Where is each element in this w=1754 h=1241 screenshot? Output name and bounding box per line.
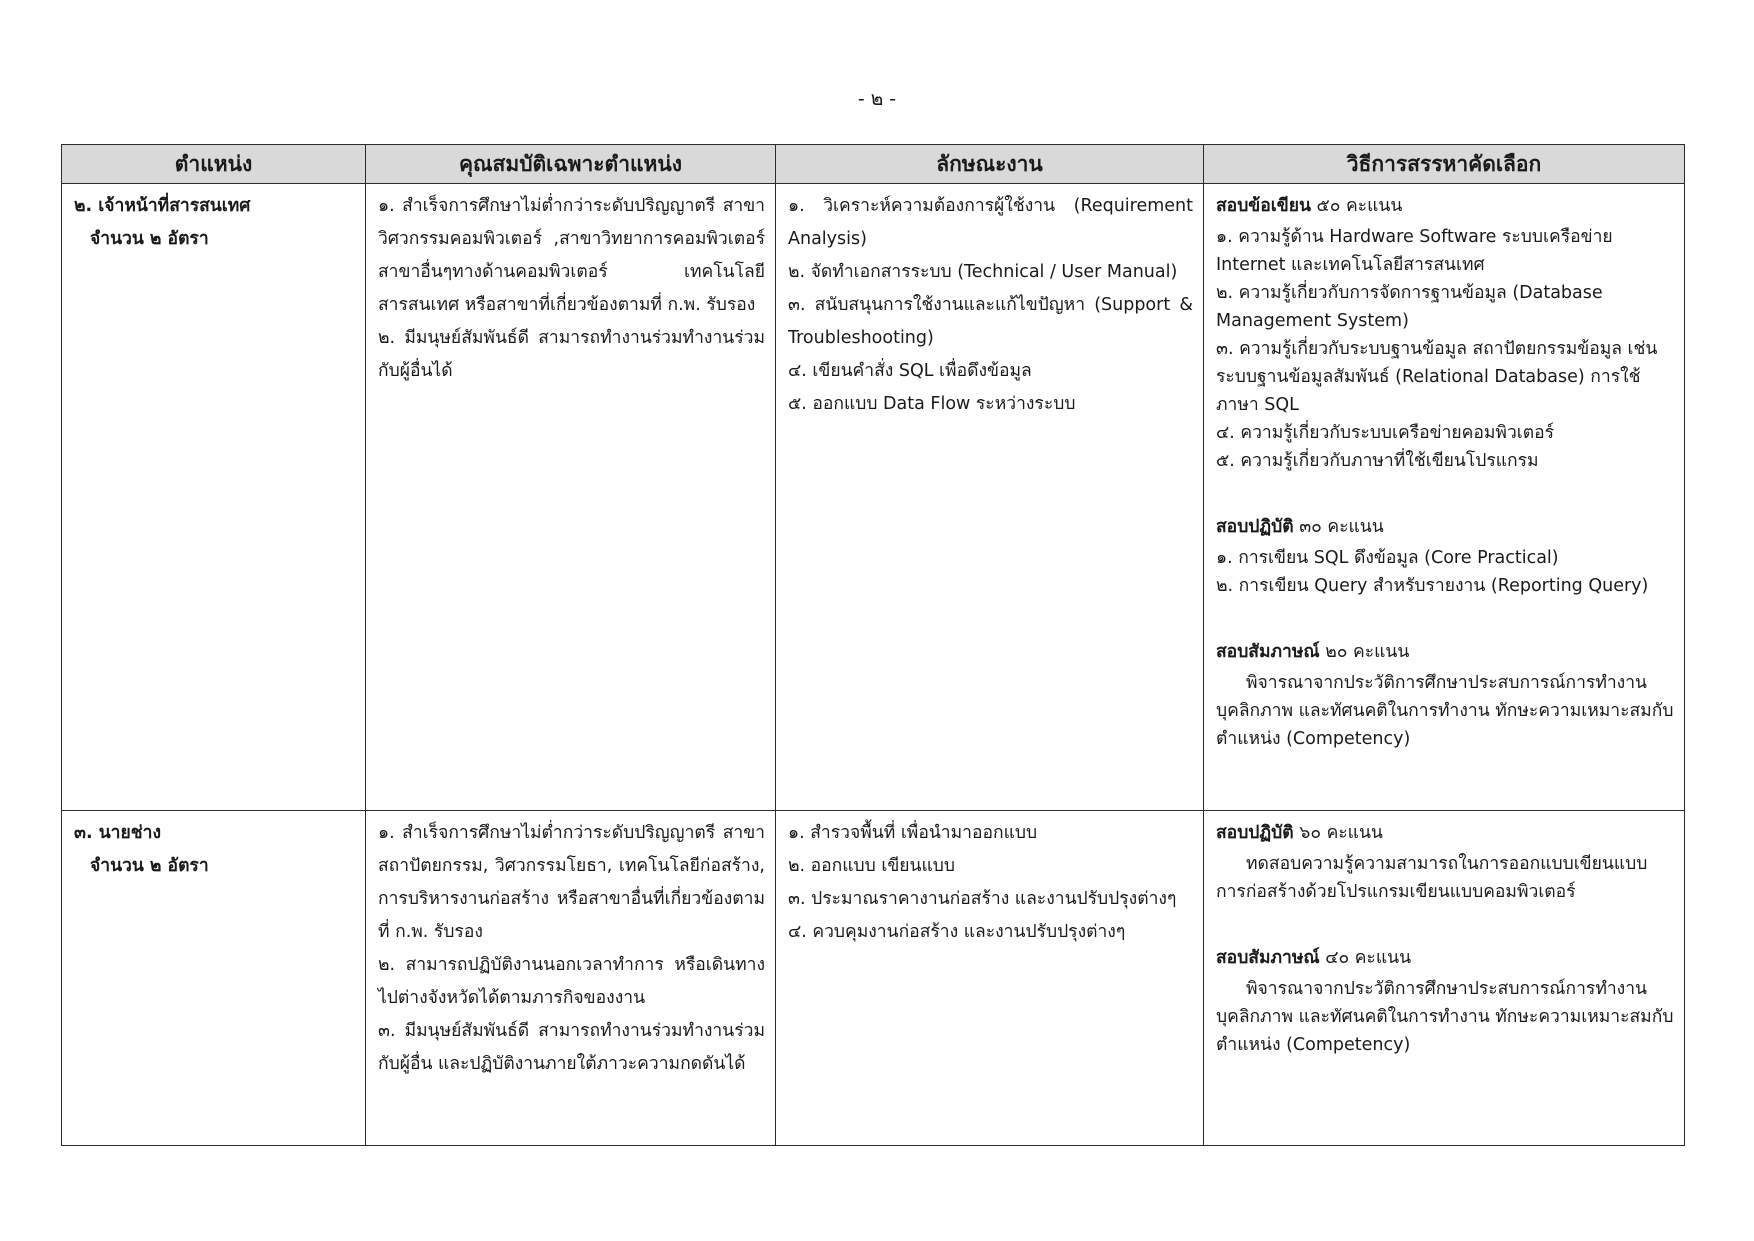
qualifications-cell xyxy=(366,811,776,1146)
position-cell xyxy=(62,184,366,811)
exam-topic: ๕. ความรู้เกี่ยวกับภาษาที่ใช้เขียนโปรแกรม xyxy=(1216,451,1539,471)
qualification-item: ๑. สำเร็จการศึกษาไม่ต่ำกว่าระดับปริญญาตรี สาขาสถาปัตยกรรม, วิศวกรรมโยธา, เทคโนโลยีก่อสร้าง, การบริหารงานก่อสร้าง หรือสาขาอื่นที่เกี่ยวข้องตามที่ ก.พ. รับรอง xyxy=(378,823,765,942)
exam-section-heading xyxy=(1216,190,1674,223)
exam-type: สอบสัมภาษณ์ xyxy=(1216,642,1320,662)
qualification-item: ๒. สามารถปฏิบัติงานนอกเวลาทำการ หรือเดินทางไปต่างจังหวัดได้ตามภารกิจของงาน xyxy=(378,955,765,1008)
page-number: - ๒ - xyxy=(857,88,897,110)
exam-type: สอบปฏิบัติ xyxy=(1216,823,1294,843)
exam-score: ๕๐ คะแนน xyxy=(1316,196,1403,216)
duty-item: ๔. ควบคุมงานก่อสร้าง และงานปรับปรุงต่างๆ xyxy=(788,922,1126,942)
table-row xyxy=(62,811,1685,1146)
position-cell xyxy=(62,811,366,1146)
table-row xyxy=(62,184,1685,811)
position-count: จำนวน ๒ อัตรา xyxy=(90,856,209,876)
exam-section-heading xyxy=(1216,942,1674,975)
header-position: ตำแหน่ง xyxy=(62,145,366,184)
exam-section-heading xyxy=(1216,636,1674,669)
duty-item: ๑. สำรวจพื้นที่ เพื่อนำมาออกแบบ xyxy=(788,823,1038,843)
exam-type: สอบข้อเขียน xyxy=(1216,196,1311,216)
exam-topic: ๒. ความรู้เกี่ยวกับการจัดการฐานข้อมูล (Database Management System) xyxy=(1216,283,1603,331)
exam-score: ๔๐ คะแนน xyxy=(1325,948,1412,968)
duty-item: ๔. เขียนคำสั่ง SQL เพื่อดึงข้อมูล xyxy=(788,361,1032,381)
position-count: จำนวน ๒ อัตรา xyxy=(90,229,209,249)
qualification-item: ๒. มีมนุษย์สัมพันธ์ดี สามารถทำงานร่วมทำงานร่วมกับผู้อื่นได้ xyxy=(378,328,765,381)
exam-topic: ๑. การเขียน SQL ดึงข้อมูล (Core Practical) xyxy=(1216,548,1559,568)
exam-topic: ๔. ความรู้เกี่ยวกับระบบเครือข่ายคอมพิวเตอร์ xyxy=(1216,423,1555,443)
position-title: ๒. เจ้าหน้าที่สารสนเทศ xyxy=(74,196,251,216)
duty-item: ๒. จัดทำเอกสารระบบ (Technical / User Manual) xyxy=(788,262,1178,282)
duty-item: ๒. ออกแบบ เขียนแบบ xyxy=(788,856,955,876)
qualification-item: ๓. มีมนุษย์สัมพันธ์ดี สามารถทำงานร่วมทำงานร่วมกับผู้อื่น และปฏิบัติงานภายใต้ภาวะความกดดันได้ xyxy=(378,1021,765,1074)
exam-description: พิจารณาจากประวัติการศึกษาประสบการณ์การทำงาน บุคลิกภาพ และทัศนคติในการทำงาน ทักษะความเหมาะสมกับตำแหน่ง (Competency) xyxy=(1216,673,1674,749)
header-duties: ลักษณะงาน xyxy=(776,145,1204,184)
exam-section-heading xyxy=(1216,817,1674,850)
selection-cell xyxy=(1204,811,1685,1146)
selection-cell xyxy=(1204,184,1685,811)
qualifications-cell xyxy=(366,184,776,811)
duty-item: ๑. วิเคราะห์ความต้องการผู้ใช้งาน (Requirement Analysis) xyxy=(788,196,1193,249)
duties-cell xyxy=(776,184,1204,811)
exam-topic: ๓. ความรู้เกี่ยวกับระบบฐานข้อมูล สถาปัตยกรรมข้อมูล เช่น ระบบฐานข้อมูลสัมพันธ์ (Relational Database) การใช้ภาษา SQL xyxy=(1216,339,1658,415)
exam-score: ๓๐ คะแนน xyxy=(1299,517,1384,537)
duty-item: ๓. ประมาณราคางานก่อสร้าง และงานปรับปรุงต่างๆ xyxy=(788,889,1177,909)
exam-score: ๖๐ คะแนน xyxy=(1299,823,1383,843)
exam-type: สอบปฏิบัติ xyxy=(1216,517,1294,537)
exam-type: สอบสัมภาษณ์ xyxy=(1216,948,1320,968)
exam-score: ๒๐ คะแนน xyxy=(1325,642,1410,662)
header-qualifications: คุณสมบัติเฉพาะตำแหน่ง xyxy=(366,145,776,184)
exam-description: พิจารณาจากประวัติการศึกษาประสบการณ์การทำงาน บุคลิกภาพ และทัศนคติในการทำงาน ทักษะความเหมาะสมกับตำแหน่ง (Competency) xyxy=(1216,979,1674,1055)
exam-topic: ๑. ความรู้ด้าน Hardware Software ระบบเครือข่าย Internet และเทคโนโลยีสารสนเทศ xyxy=(1216,227,1613,275)
table-header-row xyxy=(62,145,1685,184)
qualification-item: ๑. สำเร็จการศึกษาไม่ต่ำกว่าระดับปริญญาตรี สาขาวิศวกรรมคอมพิวเตอร์ ,สาขาวิทยาการคอมพิวเตอร์ สาขาอื่นๆทางด้านคอมพิวเตอร์ เทคโนโลยีสารสนเทศ หรือสาขาที่เกี่ยวข้องตามที่ ก.พ. รับรอง xyxy=(378,196,765,315)
duty-item: ๓. สนับสนุนการใช้งานและแก้ไขปัญหา (Support & Troubleshooting) xyxy=(788,295,1193,348)
duties-cell xyxy=(776,811,1204,1146)
recruitment-table xyxy=(61,144,1685,1146)
exam-section-heading xyxy=(1216,511,1674,544)
header-selection-method: วิธีการสรรหาคัดเลือก xyxy=(1204,145,1685,184)
exam-description: ทดสอบความรู้ความสามารถในการออกแบบเขียนแบบการก่อสร้างด้วยโปรแกรมเขียนแบบคอมพิวเตอร์ xyxy=(1216,854,1648,902)
position-title: ๓. นายช่าง xyxy=(74,823,161,843)
duty-item: ๕. ออกแบบ Data Flow ระหว่างระบบ xyxy=(788,394,1076,414)
exam-topic: ๒. การเขียน Query สำหรับรายงาน (Reporting Query) xyxy=(1216,576,1649,596)
